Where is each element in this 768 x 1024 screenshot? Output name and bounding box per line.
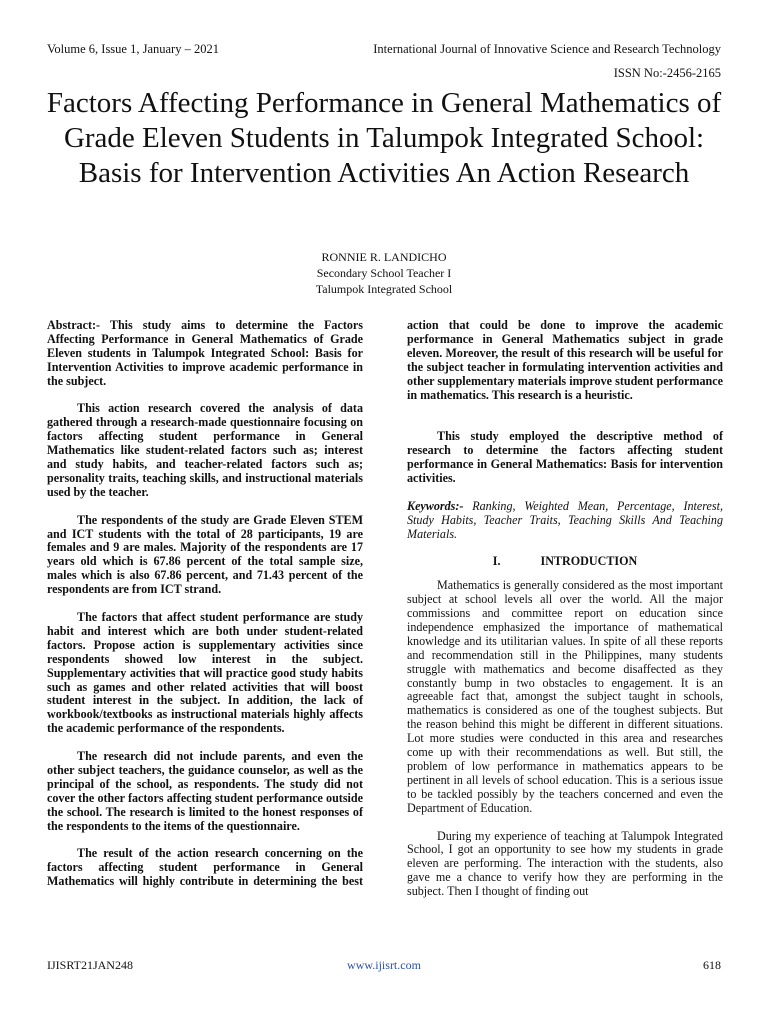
abstract-p3: The respondents of the study are Grade Eleven STEM and ICT students with the total of 28 participants, 19 are females and 9 are males. Majority of the respondents are 17 years old which is 67.86 percent of the total sample size, males which is also 67.86 percent, and 71.43 percent of the respondents are from ICT strand. <box>47 512 363 597</box>
abstract-p1: Abstract:- This study aims to determine the Factors Affecting Performance in General Mathematics of Grade Eleven students in Talumpok Integrated School: Basis for Intervention Activities to improve academic performance in the subject. <box>47 318 363 388</box>
abstract-p2: This action research covered the analysis of data gathered through a research-made questionnaire focusing on factors affecting student performance in General Mathematics like student-related factors such as; interest and study habits, and teacher-related factors such as; personality traits, teaching skills, and instructional materials used by the teacher. <box>47 401 363 499</box>
keywords-label: Keywords:- <box>407 498 464 513</box>
abstract-p6-continued <box>407 319 723 416</box>
abstract-p6-continued-text: action that could be done to improve the academic performance in General Mathematics subject in grade eleven. Moreover, the result of this research will be useful for the subject teacher in formulating intervention activities and other supplementary materials improve student performance in mathematics. This research is a heuristic. <box>407 319 723 402</box>
author-name: RONNIE R. LANDICHO <box>321 250 447 264</box>
footer-paper-id: IJISRT21JAN248 <box>47 958 133 972</box>
author-position: Secondary School Teacher I <box>316 266 452 280</box>
section-number: I. <box>492 554 501 569</box>
keywords <box>407 500 723 542</box>
abstract-p6: The result of the action research concerning on the factors affecting student performance in General Mathematics will highly contribute in determining the best <box>47 847 363 889</box>
author-affiliation: Talumpok Integrated School <box>315 282 453 296</box>
intro-p2: During my experience of teaching at Talumpok Integrated School, I got an opportunity to see how my students in grade eleven are performing. The interaction with the students, also gave me a chance to verify how they are performing in the subject. Then I thought of finding out <box>407 828 723 899</box>
header-journal: International Journal of Innovative Science and Research Technology <box>373 42 721 56</box>
header-volume: Volume 6, Issue 1, January – 2021 <box>47 42 219 56</box>
keywords-text: Ranking, Weighted Mean, Percentage, Interest, Study Habits, Teacher Traits, Teaching Skills And Teaching Materials. <box>407 498 723 541</box>
footer-website-link[interactable]: www.ijisrt.com <box>347 958 421 972</box>
header-issn: ISSN No:-2456-2165 <box>613 66 721 80</box>
section-heading-introduction <box>407 555 723 569</box>
author-block <box>0 249 768 297</box>
footer-page-number: 618 <box>703 958 721 972</box>
abstract-p7: This study employed the descriptive method of research to determine the factors affecting student performance in General Mathematics: Basis for intervention activities. <box>407 429 723 485</box>
paper-title: Factors Affecting Performance in General Mathematics of Grade Eleven Students in Talumpok Integrated School: Basis for Intervention Activities An Action Research <box>46 87 722 189</box>
left-column <box>47 319 363 903</box>
abstract-p4: The factors that affect student performance are study habit and interest which are both under student-related factors. Propose action is supplementary activities since respondents showed low interest in the subject. Supplementary activities that will practice good study habits such as games and other related activities that will boost student interest in the subject. In addition, the lack of workbook/textbooks as instructional materials highly affects the academic performance of the respondents. <box>47 609 363 736</box>
abstract-p5: The research did not include parents, and even the other subject teachers, the guidance counselor, as well as the principal of the school, as respondents. The study did not cover the other factors affecting student performance outside the school. The research is limited to the honest responses of the respondents to the items of the questionnaire. <box>47 749 363 833</box>
section-title: INTRODUCTION <box>540 554 638 569</box>
right-column <box>407 319 723 913</box>
intro-p1: Mathematics is generally considered as the most important subject at school levels all over the world. All the major commissions and committee report on education since independence emphasized the importance of mathematical knowledge and its utilitarian values. In spite of all these reports and recommendation still in the Philippines, many students struggle with mathematics and become disaffected as they constantly bump in two obstacles to engagement. It is an agreeable fact that, amongst the subject taught in schools, mathematics is considered as one of the toughest subjects. But the reason behind this might be different in different situations. Lot more studies were conducted in this area and researches come up with their recommendations as well. But still, the problem of low performance in mathematics appears to be pertinent in all levels of school education. This is a serious issue to be tackled possibly by the teachers concerned and even the Department of Education. <box>407 578 723 815</box>
